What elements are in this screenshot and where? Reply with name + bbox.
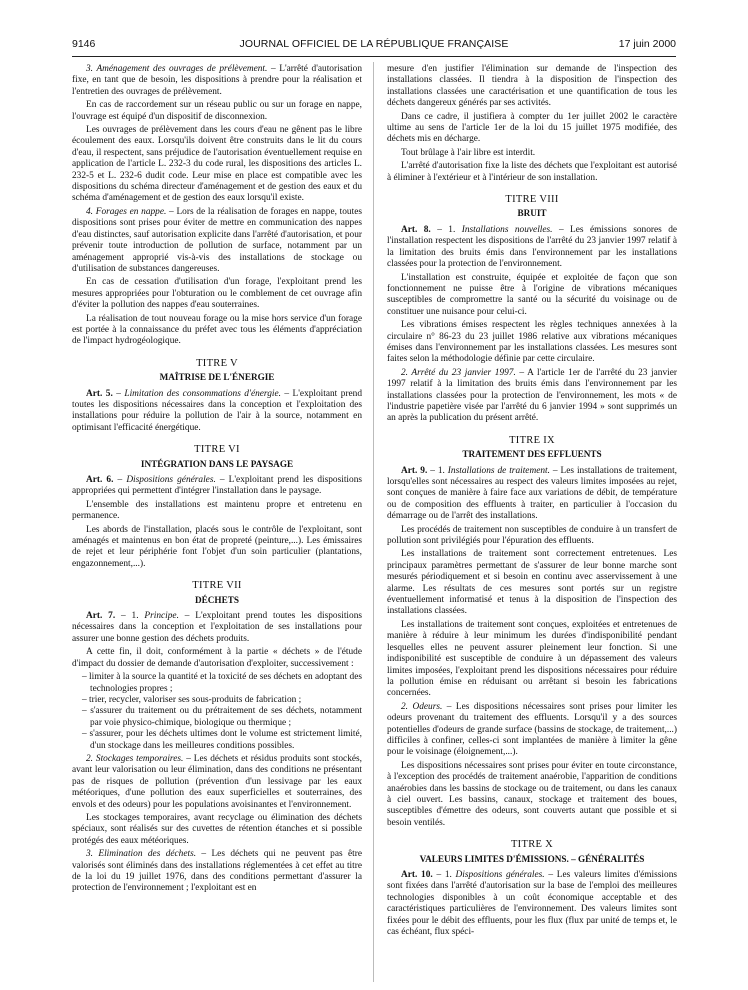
- paragraph: 3. Elimination des déchets. – Les déchets qui ne peuvent pas être valorisés sont éliminés dans des installations réglementées à cet effet au titre de la loi du 19 juillet 1976, dans des conditions permettant d'assurer la protection de l'environnement ; l'exploitant est en: [72, 849, 362, 894]
- paragraph: Les dispositions nécessaires sont prises pour éviter en toute circonstance, à l'exception des procédés de traitement anaérobie, l'apparition de conditions anaérobies dans les bassins de stockage ou de traitement, ou dans les canaux à ciel ouvert. Les bassins, canaux, stockage et traitement des boues, susceptibles d'émettre des odeurs, sont couverts autant que possible et si besoin ventilés.: [387, 760, 677, 828]
- article-paragraph: Art. 5. – Limitation des consommations d'énergie. – L'exploitant prend toutes les dispositions nécessaires dans la conception et l'exploitation des installations pour réduire la pollution de l'air à la source, notamment en optimisant l'efficacité énergétique.: [72, 388, 363, 433]
- paragraph: En cas de cessation d'utilisation d'un forage, l'exploitant prend les mesures appropriées pour l'obturation ou le comblement de cet ouvrage afin d'éviter la pollution des nappes d'eau souterraines.: [72, 277, 362, 311]
- paragraph: L'installation est construite, équipée et exploitée de façon que son fonctionnement ne puisse être à l'origine de vibrations mécaniques susceptibles de compromettre la santé ou la sécurité du voisinage ou de constituer une nuisance pour celui-ci.: [387, 272, 677, 317]
- list-item: – limiter à la source la quantité et la toxicité de ses déchets en adoptant des technologies propres ;: [90, 672, 362, 695]
- list-item: – s'assurer, pour les déchets ultimes dont le volume est strictement limité, d'un stockage dans les meilleures conditions possibles.: [90, 729, 362, 752]
- page-number: 9146: [72, 38, 96, 50]
- title-subheading: BRUIT: [517, 208, 547, 219]
- header-rule: [72, 56, 676, 57]
- paragraph: Dans ce cadre, il justifiera à compter du 1er juillet 2002 le caractère ultime au sens de l'article 1er de la loi du 15 juillet 1975 modifiée, des déchets mis en décharge.: [387, 111, 677, 145]
- title-heading: TITRE VI: [194, 444, 240, 456]
- title-subheading: MAÎTRISE DE L'ÉNERGIE: [159, 372, 275, 383]
- paragraph: Les stockages temporaires, avant recyclage ou élimination des déchets spéciaux, sont réalisés sur des cuvettes de rétention étanches et si possible protégés des eaux météoriques.: [72, 812, 362, 846]
- article-paragraph: Art. 9. – 1. Installations de traitement. – Les installations de traitement, lorsqu'elles sont nécessaires au respect des valeurs limites imposées au rejet, sont conçues de manière à faire face aux variations de débit, de température ou de composition des effluents à traiter, en particulier à l'occasion du démarrage ou de l'arrêt des installations.: [387, 465, 678, 522]
- journal-title: JOURNAL OFFICIEL DE LA RÉPUBLIQUE FRANÇAISE: [239, 38, 509, 50]
- paragraph: mesure d'en justifier l'élimination sur demande de l'inspection des installations classées. Il tiendra à la disposition de l'inspection des installations classées une caractérisation et une quantification de tous les déchets dangereux générés par ses activités.: [387, 64, 677, 109]
- publication-date: 17 juin 2000: [618, 38, 676, 50]
- paragraph: 2. Odeurs. – Les dispositions nécessaires sont prises pour limiter les odeurs provenant du traitement des effluents. Lorsqu'il y a des sources potentielles d'odeurs de grande surface (bassins de stockage, de traitement,...) difficiles à confiner, celles-ci sont implantées de manière à limiter la gêne pour le voisinage (éloignement,...).: [387, 701, 677, 758]
- title-heading: TITRE IX: [509, 434, 555, 446]
- paragraph: A cette fin, il doit, conformément à la partie « déchets » de l'étude d'impact du dossier de demande d'autorisation d'exploiter, successivement :: [72, 647, 362, 669]
- paragraph: L'arrêté d'autorisation fixe la liste des déchets que l'exploitant est autorisé à éliminer à l'extérieur et à l'intérieur de son installation.: [387, 161, 677, 183]
- article-paragraph: Art. 6. – Dispositions générales. – L'exploitant prend les dispositions appropriées qui permettent d'intégrer l'installation dans le paysage.: [72, 475, 362, 497]
- left-column: [72, 64, 362, 897]
- paragraph: 2. Arrêté du 23 janvier 1997. – A l'article 1er de l'arrêté du 23 janvier 1997 relatif à la limitation des bruits émis dans l'environnement par les installations classées pour la protection de l'environnement, les mots « de l'industrie papetière visée par l'arrêté du 6 janvier 1994 » sont supprimés un an après la publication du présent arrêté.: [387, 367, 677, 424]
- right-column: [387, 64, 677, 940]
- title-heading: TITRE X: [510, 839, 554, 851]
- title-subheading: DÉCHETS: [195, 594, 239, 605]
- article-paragraph: Art. 10. – 1. Dispositions générales. – Les valeurs limites d'émissions sont fixées dans l'arrêté d'autorisation sur la base de l'emploi des meilleures technologies disponibles à un coût économique acceptable et des caractéristiques particulières de l'environnement. Des valeurs limites sont fixées pour le débit des effluents, pour les flux (flux par unité de temps et, le cas échéant, flux spéci-: [387, 870, 677, 938]
- paragraph: Les ouvrages de prélèvement dans les cours d'eau ne gênent pas le libre écoulement des eaux. Lorsqu'ils doivent être construits dans le lit du cours d'eau, il respectent, sans préjudice de l'autorisation éventuellement requise en application de l'article L. 232-3 du code rural, les dispositions des articles L. 232-5 et L. 232-6 dudit code. Leur mise en place est compatible avec les dispositions du schéma directeur d'aménagement et de gestion des eaux et du schéma d'aménagement et de gestion des eaux lorsqu'il existe.: [72, 125, 362, 204]
- title-heading: TITRE VII: [192, 580, 242, 592]
- title-heading: TITRE VIII: [505, 194, 559, 206]
- paragraph: Les installations de traitement sont correctement entretenues. Les principaux paramètres permettant de s'assurer de leur bonne marche sont mesurés périodiquement et si besoin en continu avec asservissement à une alarme. Les résultats de ces mesures sont portés sur un registre éventuellement informatisé et tenus à la disposition de l'inspection des installations classées.: [387, 549, 677, 617]
- list-item: – trier, recycler, valoriser ses sous-produits de fabrication ;: [90, 695, 362, 706]
- page-header: [72, 38, 676, 54]
- paragraph: Les procédés de traitement non susceptibles de conduire à un transfert de pollution sont privilégiés pour l'épuration des effluents.: [387, 524, 677, 547]
- article-paragraph: Art. 8. – 1. Installations nouvelles. – Les émissions sonores de l'installation respectent les dispositions de l'arrêté du 23 janvier 1997 relatif à la limitation des bruits émis dans l'environnement par les installations classées pour la protection de l'environnement.: [387, 224, 678, 270]
- list-item: – s'assurer du traitement ou du prétraitement de ses déchets, notamment par voie physico-chimique, biologique ou thermique ;: [90, 706, 362, 729]
- paragraph: 3. Aménagement des ouvrages de prélèvement. – L'arrêté d'autorisation fixe, en tant que de besoin, les dispositions à prendre pour la réalisation et l'entretien des ouvrages de prélèvement.: [72, 64, 362, 97]
- paragraph: Les installations de traitement sont conçues, exploitées et entretenues de manière à réduire à leur minimum les durées d'indisponibilité pendant lesquelles elles ne peuvent assurer pleinement leur fonction. Si une indisponibilité est susceptible de conduire à un dépassement des valeurs limites imposées, l'exploitant prend les dispositions nécessaires pour réduire la pollution émise en réduisant ou arrêtant si besoin les fabrications concernées.: [387, 619, 677, 699]
- paragraph: 4. Forages en nappe. – Lors de la réalisation de forages en nappe, toutes dispositions sont prises pour éviter de mettre en communication des nappes d'eau distinctes, sauf autorisation explicite dans l'arrêté d'autorisation, et pour prévenir toute introduction de pollution de surface, notamment par un aménagement approprié vis-à-vis des installations de stockage ou d'utilisation de substances dangereuses.: [72, 206, 362, 274]
- paragraph: 2. Stockages temporaires. – Les déchets et résidus produits sont stockés, avant leur valorisation ou leur élimination, dans des conditions ne présentant pas de risques de pollution (prévention d'un lessivage par les eaux météoriques, d'une pollution des eaux superficielles et souterraines, des envols et des odeurs) pour les populations avoisinantes et l'environnement.: [72, 753, 362, 810]
- paragraph: La réalisation de tout nouveau forage ou la mise hors service d'un forage est portée à la connaissance du préfet avec tous les éléments d'appréciation de l'impact hydrogéologique.: [72, 313, 362, 347]
- column-divider: [373, 62, 374, 982]
- title-subheading: VALEURS LIMITES D'ÉMISSIONS. – GÉNÉRALITÉS: [419, 853, 645, 864]
- paragraph: Tout brûlage à l'air libre est interdit.: [401, 147, 536, 158]
- title-heading: TITRE V: [196, 357, 238, 369]
- title-subheading: TRAITEMENT DES EFFLUENTS: [462, 449, 602, 460]
- dash-list: [72, 672, 362, 752]
- article-paragraph: Art. 7. – 1. Principe. – L'exploitant prend toutes les dispositions nécessaires dans la conception et l'exploitation de ses installations pour assurer une bonne gestion des déchets produits.: [72, 611, 363, 644]
- title-subheading: INTÉGRATION DANS LE PAYSAGE: [140, 458, 294, 469]
- paragraph: En cas de raccordement sur un réseau public ou sur un forage en nappe, l'ouvrage est équipé d'un dispositif de disconnexion.: [72, 100, 362, 122]
- paragraph: L'ensemble des installations est maintenu propre et entretenu en permanence.: [72, 499, 362, 522]
- paragraph: Les abords de l'installation, placés sous le contrôle de l'exploitant, sont aménagés et maintenus en bon état de propreté (peinture,...). Les émissaires de rejet et leur périphérie font l'objet d'un soin particulier (plantations, engazonnement,...).: [72, 524, 362, 569]
- paragraph: Les vibrations émises respectent les règles techniques annexées à la circulaire n° 86-23 du 23 juillet 1986 relative aux vibrations mécaniques émises dans l'environnement par les installations classées. Les mesures sont faites selon la méthodologie définie par cette circulaire.: [387, 320, 677, 365]
